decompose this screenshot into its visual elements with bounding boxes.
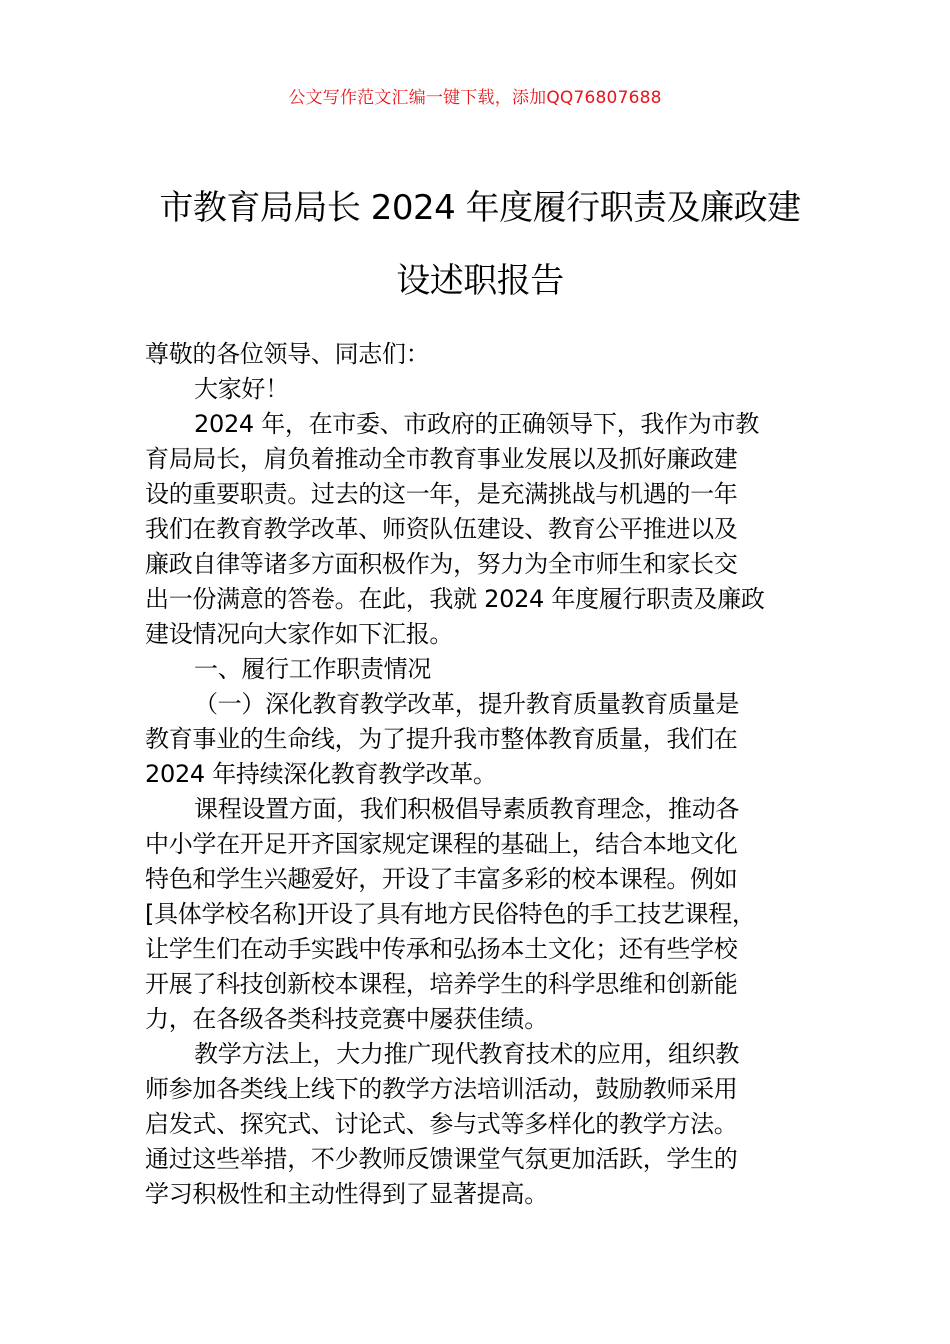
section-heading: 一、履行工作职责情况 xyxy=(194,655,431,683)
paragraph-line: 学习积极性和主动性得到了显著提高。 xyxy=(145,1180,548,1208)
paragraph-line: 开展了科技创新校本课程，培养学生的科学思维和创新能 xyxy=(145,970,738,998)
subsection-heading: （一）深化教育教学改革，提升教育质量教育质量是 xyxy=(194,690,740,718)
greeting: 大家好！ xyxy=(194,375,289,403)
paragraph-line: 教育事业的生命线，为了提升我市整体教育质量，我们在 xyxy=(145,725,738,753)
paragraph-line: 师参加各类线上线下的教学方法培训活动，鼓励教师采用 xyxy=(145,1075,738,1103)
paragraph-line: 2024 年持续深化教育教学改革。 xyxy=(145,760,497,788)
paragraph-line: [具体学校名称]开设了具有地方民俗特色的手工技艺课程， xyxy=(145,900,756,928)
paragraph-line: 廉政自律等诸多方面积极作为，努力为全市师生和家长交 xyxy=(145,550,738,578)
title-line: 市教育局局长 2024 年度履行职责及廉政建 xyxy=(159,188,801,228)
paragraph-line: 特色和学生兴趣爱好，开设了丰富多彩的校本课程。例如 xyxy=(145,865,738,893)
salutation: 尊敬的各位领导、同志们： xyxy=(145,340,430,368)
paragraph-line: 让学生们在动手实践中传承和弘扬本土文化；还有些学校 xyxy=(145,935,738,963)
paragraph-line: 力，在各级各类科技竞赛中屡获佳绩。 xyxy=(145,1005,548,1033)
promo-header-note: 公文写作范文汇编一键下载，添加QQ76807688 xyxy=(288,88,662,108)
paragraph-line: 通过这些举措，不少教师反馈课堂气氛更加活跃，学生的 xyxy=(145,1145,738,1173)
paragraph-line: 课程设置方面，我们积极倡导素质教育理念，推动各 xyxy=(194,795,740,823)
paragraph-line: 我们在教育教学改革、师资队伍建设、教育公平推进以及 xyxy=(145,515,738,543)
paragraph-line: 育局局长，肩负着推动全市教育事业发展以及抓好廉政建 xyxy=(145,445,738,473)
paragraph-line: 设的重要职责。过去的这一年，是充满挑战与机遇的一年 xyxy=(145,480,738,508)
document-title xyxy=(140,172,820,318)
paragraph-line: 中小学在开足开齐国家规定课程的基础上，结合本地文化 xyxy=(145,830,738,858)
paragraph-line: 建设情况向大家作如下汇报。 xyxy=(145,620,454,648)
paragraph-line: 2024 年，在市委、市政府的正确领导下，我作为市教 xyxy=(194,410,759,438)
document-body xyxy=(145,337,807,1212)
paragraph-line: 教学方法上，大力推广现代教育技术的应用，组织教 xyxy=(194,1040,740,1068)
paragraph-line: 出一份满意的答卷。在此，我就 2024 年度履行职责及廉政 xyxy=(145,585,765,613)
title-line: 设述职报告 xyxy=(396,261,564,301)
paragraph-line: 启发式、探究式、讨论式、参与式等多样化的教学方法。 xyxy=(145,1110,738,1138)
